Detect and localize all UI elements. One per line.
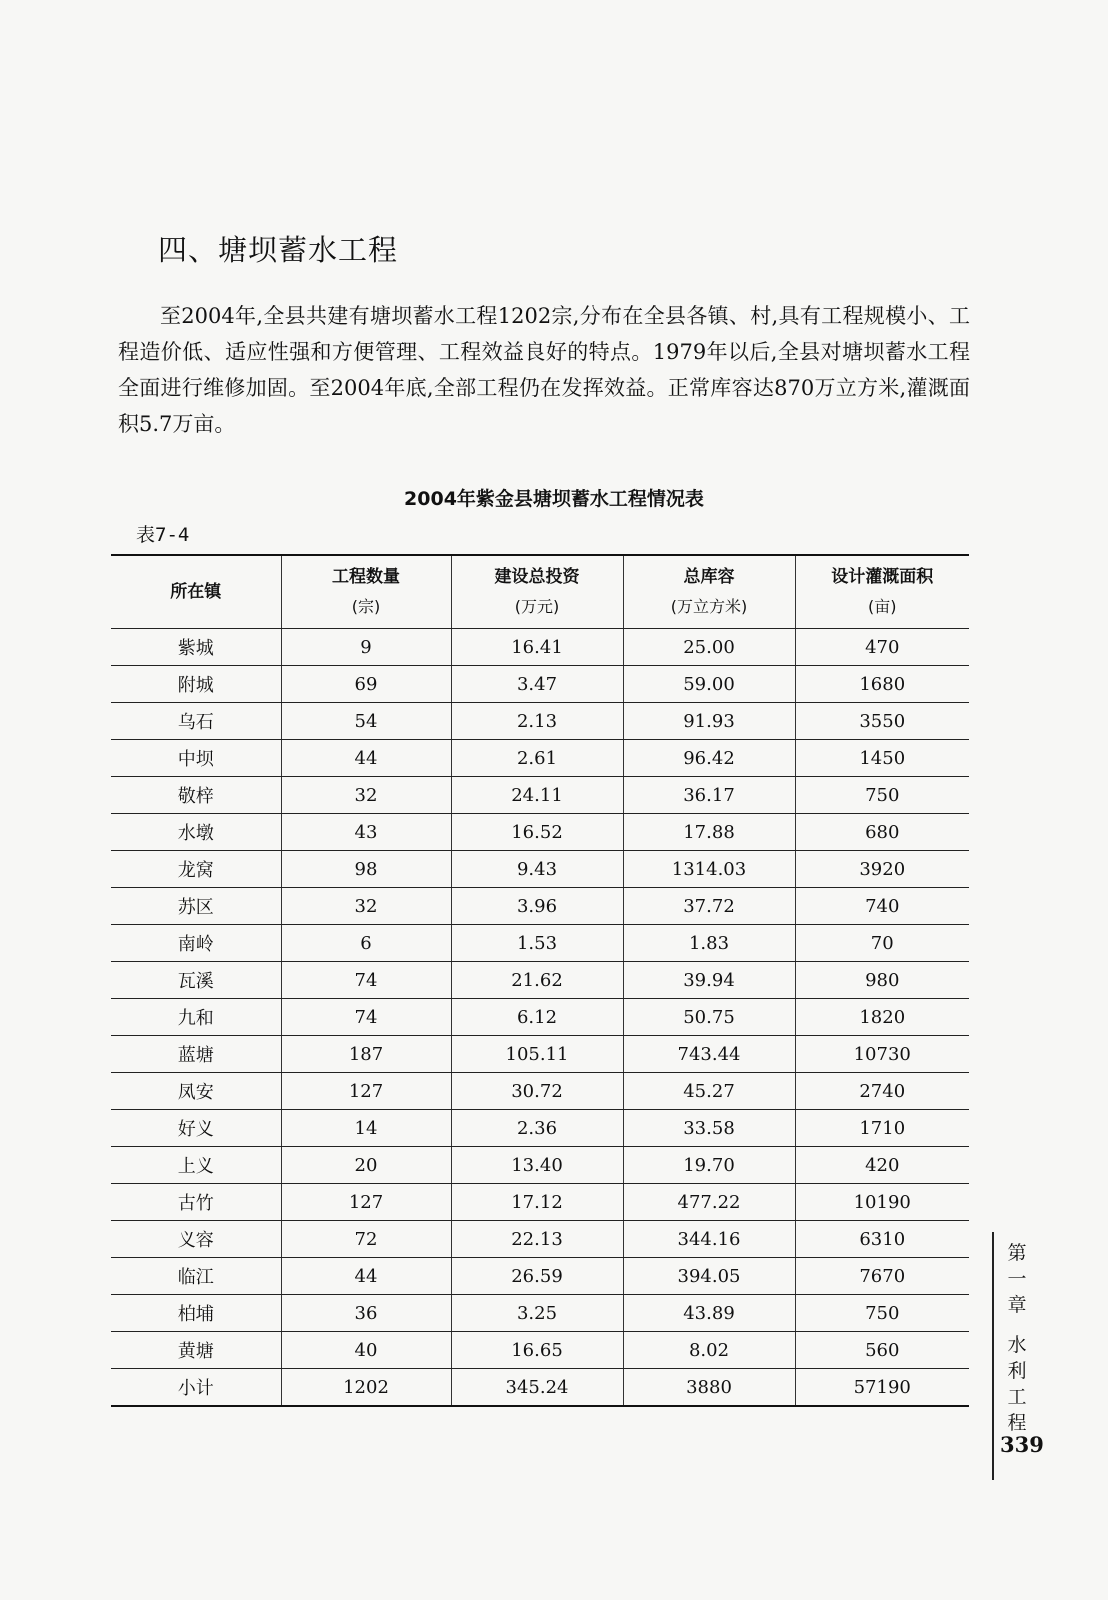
cell-irrigation-area: 420 (795, 1147, 969, 1184)
cell-count: 9 (281, 629, 451, 666)
cell-count: 74 (281, 999, 451, 1036)
chapter-number-char: 第 (1007, 1242, 1027, 1264)
cell-irrigation-area: 70 (795, 925, 969, 962)
cell-storage: 45.27 (623, 1073, 795, 1110)
cell-town: 小计 (177, 1378, 214, 1399)
cell-storage: 1314.03 (623, 851, 795, 888)
cell-storage: 33.58 (623, 1110, 795, 1147)
cell-investment: 2.36 (451, 1110, 623, 1147)
cell-irrigation-area: 2740 (795, 1073, 969, 1110)
cell-count: 127 (281, 1073, 451, 1110)
cell-investment: 3.25 (451, 1295, 623, 1332)
header-irrigation-area-unit: (亩) (868, 597, 897, 616)
cell-count: 69 (281, 666, 451, 703)
cell-count: 187 (281, 1036, 451, 1073)
cell-investment: 26.59 (451, 1258, 623, 1295)
cell-irrigation-area: 740 (795, 888, 969, 925)
cell-irrigation-area: 6310 (795, 1221, 969, 1258)
header-investment (451, 555, 623, 629)
cell-storage: 344.16 (623, 1221, 795, 1258)
table-row (111, 1147, 969, 1184)
cell-irrigation-area: 10730 (795, 1036, 969, 1073)
cell-investment: 3.96 (451, 888, 623, 925)
cell-storage: 36.17 (623, 777, 795, 814)
table-row (111, 1184, 969, 1221)
cell-count: 14 (281, 1110, 451, 1147)
chapter-number-char: 章 (1007, 1294, 1027, 1316)
cell-investment: 105.11 (451, 1036, 623, 1073)
cell-town: 黄塘 (111, 1332, 281, 1369)
cell-town: 苏区 (111, 888, 281, 925)
cell-count: 98 (281, 851, 451, 888)
cell-storage: 477.22 (623, 1184, 795, 1221)
cell-irrigation-area: 1710 (795, 1110, 969, 1147)
table-row (111, 1221, 969, 1258)
table-title: 2004年紫金县塘坝蓄水工程情况表 (404, 488, 704, 510)
cell-investment: 21.62 (451, 962, 623, 999)
cell-investment: 2.13 (451, 703, 623, 740)
cell-count: 74 (281, 962, 451, 999)
cell-storage: 59.00 (623, 666, 795, 703)
cell-irrigation-area: 7670 (795, 1258, 969, 1295)
cell-count: 72 (281, 1221, 451, 1258)
table-row (111, 777, 969, 814)
cell-investment: 16.65 (451, 1332, 623, 1369)
cell-irrigation-area: 1820 (795, 999, 969, 1036)
header-investment-label: 建设总投资 (494, 567, 580, 587)
cell-investment: 3.47 (451, 666, 623, 703)
table-row (111, 703, 969, 740)
chapter-title-char: 利 (1007, 1360, 1027, 1382)
cell-storage: 37.72 (623, 888, 795, 925)
cell-irrigation-area: 750 (795, 777, 969, 814)
cell-investment: 30.72 (451, 1073, 623, 1110)
cell-town: 南岭 (111, 925, 281, 962)
cell-count: 36 (281, 1295, 451, 1332)
table-row (111, 1036, 969, 1073)
cell-irrigation-area: 750 (795, 1295, 969, 1332)
cell-investment: 2.61 (451, 740, 623, 777)
cell-town: 好义 (111, 1110, 281, 1147)
cell-town: 敬梓 (111, 777, 281, 814)
header-storage (623, 555, 795, 629)
cell-investment: 9.43 (451, 851, 623, 888)
cell-town: 中坝 (111, 740, 281, 777)
cell-storage: 17.88 (623, 814, 795, 851)
cell-storage: 8.02 (623, 1332, 795, 1369)
cell-investment: 6.12 (451, 999, 623, 1036)
header-count-label: 工程数量 (332, 567, 400, 587)
cell-irrigation-area: 980 (795, 962, 969, 999)
cell-town: 紫城 (111, 629, 281, 666)
cell-count: 40 (281, 1332, 451, 1369)
cell-storage: 743.44 (623, 1036, 795, 1073)
header-town-label: 所在镇 (170, 582, 222, 602)
cell-town: 柏埔 (111, 1295, 281, 1332)
cell-count: 43 (281, 814, 451, 851)
header-irrigation-area-label: 设计灌溉面积 (831, 567, 934, 587)
table-row (111, 1332, 969, 1369)
cell-irrigation-area: 3920 (795, 851, 969, 888)
cell-town: 蓝塘 (111, 1036, 281, 1073)
header-irrigation-area (795, 555, 969, 629)
cell-town: 九和 (111, 999, 281, 1036)
cell-town: 水墩 (111, 814, 281, 851)
table-row (111, 1110, 969, 1147)
cell-town: 瓦溪 (111, 962, 281, 999)
cell-town: 临江 (111, 1258, 281, 1295)
data-table (111, 554, 969, 1407)
cell-town: 龙窝 (111, 851, 281, 888)
cell-irrigation-area: 680 (795, 814, 969, 851)
table-row (111, 666, 969, 703)
cell-storage: 394.05 (623, 1258, 795, 1295)
cell-town: 上义 (111, 1147, 281, 1184)
header-storage-unit: (万立方米) (670, 597, 748, 616)
section-paragraph: 至2004年,全县共建有塘坝蓄水工程1202宗,分布在全县各镇、村,具有工程规模小、工程造价低、适应性强和方便管理、工程效益良好的特点。1979年以后,全县对塘坝蓄水工程全面进行维修加固。至2004年底,全部工程仍在发挥效益。正常库容达870万立方米,灌溉面积5.7万亩。 (118, 304, 970, 436)
cell-town: 附城 (111, 666, 281, 703)
header-town (111, 555, 281, 629)
cell-storage: 96.42 (623, 740, 795, 777)
table-row (111, 1369, 969, 1407)
cell-storage: 19.70 (623, 1147, 795, 1184)
header-count-unit: (宗) (351, 597, 381, 616)
cell-investment: 22.13 (451, 1221, 623, 1258)
cell-investment: 16.41 (451, 629, 623, 666)
table-row (111, 814, 969, 851)
cell-investment: 13.40 (451, 1147, 623, 1184)
table-row (111, 888, 969, 925)
cell-storage: 91.93 (623, 703, 795, 740)
section-heading: 四、塘坝蓄水工程 (158, 233, 399, 267)
table-label: 表7-4 (136, 524, 190, 546)
sidebar-chapter (1004, 1240, 1030, 1436)
cell-investment: 1.53 (451, 925, 623, 962)
cell-count: 1202 (281, 1369, 451, 1407)
table-row (111, 740, 969, 777)
cell-count: 32 (281, 888, 451, 925)
cell-town: 义容 (111, 1221, 281, 1258)
chapter-title-char: 工 (1007, 1386, 1027, 1408)
cell-storage: 3880 (623, 1369, 795, 1407)
table-row (111, 925, 969, 962)
chapter-number-char: 一 (1007, 1268, 1027, 1290)
cell-irrigation-area: 10190 (795, 1184, 969, 1221)
table-row (111, 962, 969, 999)
page-number: 339 (1000, 1432, 1044, 1457)
cell-irrigation-area: 470 (795, 629, 969, 666)
cell-irrigation-area: 1680 (795, 666, 969, 703)
cell-storage: 43.89 (623, 1295, 795, 1332)
cell-irrigation-area: 57190 (795, 1369, 969, 1407)
cell-irrigation-area: 1450 (795, 740, 969, 777)
cell-storage: 1.83 (623, 925, 795, 962)
chapter-title-char: 程 (1007, 1412, 1027, 1434)
cell-investment: 345.24 (451, 1369, 623, 1407)
chapter-title-char: 水 (1007, 1334, 1027, 1356)
cell-count: 6 (281, 925, 451, 962)
cell-town: 凤安 (111, 1073, 281, 1110)
cell-storage: 39.94 (623, 962, 795, 999)
table-row (111, 1295, 969, 1332)
cell-count: 20 (281, 1147, 451, 1184)
table-row (111, 1073, 969, 1110)
cell-count: 127 (281, 1184, 451, 1221)
sidebar-rule (992, 1232, 994, 1480)
cell-storage: 50.75 (623, 999, 795, 1036)
cell-town: 古竹 (111, 1184, 281, 1221)
header-investment-unit: (万元) (514, 597, 560, 616)
cell-town: 乌石 (111, 703, 281, 740)
cell-count: 54 (281, 703, 451, 740)
header-count (281, 555, 451, 629)
table-row (111, 1258, 969, 1295)
table-row (111, 851, 969, 888)
cell-investment: 24.11 (451, 777, 623, 814)
table-row (111, 629, 969, 666)
header-storage-label: 总库容 (683, 567, 735, 587)
cell-storage: 25.00 (623, 629, 795, 666)
cell-irrigation-area: 560 (795, 1332, 969, 1369)
table-body (111, 629, 969, 1407)
cell-count: 32 (281, 777, 451, 814)
cell-investment: 17.12 (451, 1184, 623, 1221)
cell-count: 44 (281, 740, 451, 777)
table-header-row (111, 555, 969, 629)
table-row (111, 999, 969, 1036)
cell-count: 44 (281, 1258, 451, 1295)
cell-investment: 16.52 (451, 814, 623, 851)
cell-irrigation-area: 3550 (795, 703, 969, 740)
